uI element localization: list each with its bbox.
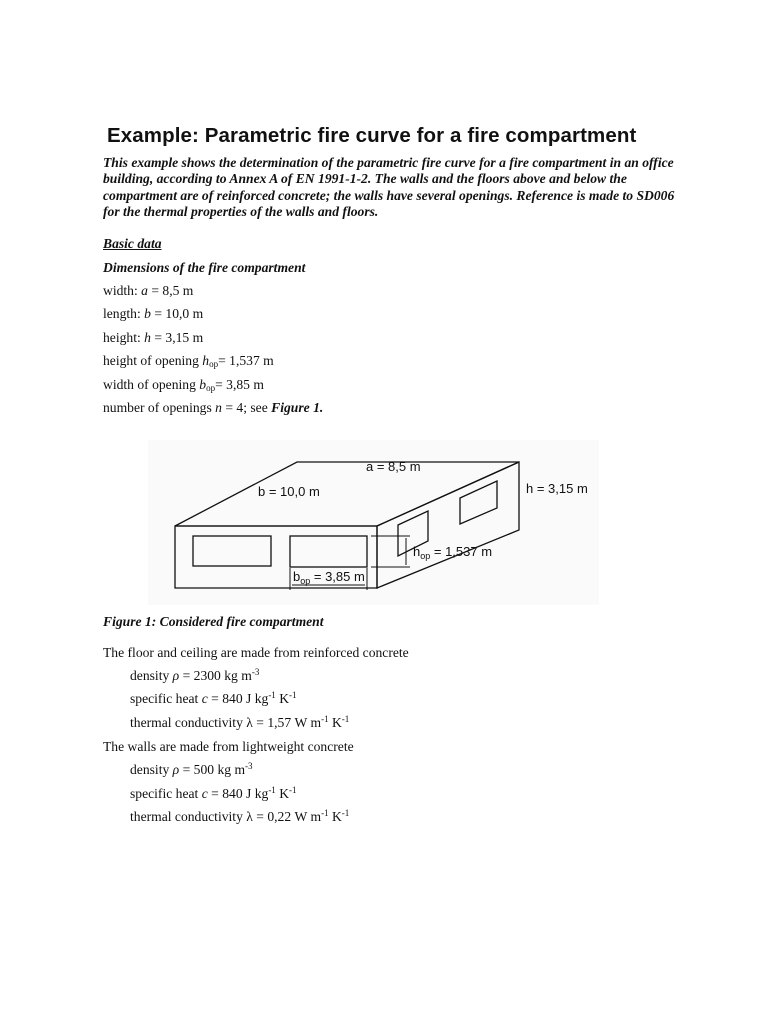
walls-heat-exponent-1: -1 — [268, 785, 276, 795]
floor-heat-value: = 840 J kg — [207, 691, 269, 706]
walls-heat-symbol: c — [201, 786, 208, 801]
opening-width-label: width of opening — [103, 377, 200, 392]
walls-conductivity-line — [130, 809, 349, 825]
length-symbol: b — [144, 306, 151, 321]
floor-density-exponent: -3 — [251, 667, 260, 677]
walls-density-label: density — [130, 762, 173, 777]
opening-width-value: = 3,85 m — [215, 377, 264, 392]
figure-label-a: a = 8,5 m — [366, 459, 421, 474]
floor-conductivity-exponent-2: -1 — [341, 714, 350, 724]
openings-label: number of openings — [103, 400, 216, 415]
openings-line — [103, 400, 323, 416]
compartment-drawing — [148, 440, 599, 605]
walls-conductivity-exponent-1: -1 — [321, 808, 329, 818]
openings-value: = 4; see — [221, 400, 272, 415]
basic-data-heading: Basic data — [103, 236, 162, 251]
opening-width-subscript: op — [206, 383, 216, 393]
opening-width-symbol: b — [199, 377, 207, 392]
height-symbol: h — [144, 330, 151, 345]
compartment-figure — [148, 440, 599, 605]
width-line — [103, 283, 193, 299]
floor-density-line — [130, 668, 259, 684]
hop-value: = 1,537 m — [430, 544, 493, 559]
floor-heat-symbol: c — [201, 691, 208, 706]
width-label: width: — [103, 283, 142, 298]
figure-label-bop — [293, 569, 365, 586]
floor-conductivity-label: thermal conductivity λ = 1,57 W m — [130, 715, 322, 730]
floor-conductivity-unit-2: K — [328, 715, 342, 730]
floor-heat-exponent-2: -1 — [289, 690, 297, 700]
figure-label-h: h = 3,15 m — [526, 481, 588, 496]
walls-conductivity-label: thermal conductivity λ = 0,22 W m — [130, 809, 322, 824]
height-label: height: — [103, 330, 145, 345]
opening-height-value: = 1,537 m — [218, 353, 274, 368]
walls-heat-label: specific heat — [130, 786, 202, 801]
openings-symbol: n — [215, 400, 222, 415]
figure-caption: Figure 1: Considered fire compartment — [103, 614, 324, 629]
length-line — [103, 306, 203, 322]
hop-subscript: op — [420, 551, 431, 561]
side-opening-back — [460, 481, 497, 524]
length-value: = 10,0 m — [150, 306, 204, 321]
front-opening-left — [193, 536, 271, 566]
opening-height-label: height of opening — [103, 353, 203, 368]
opening-height-symbol: h — [202, 353, 210, 368]
opening-height-line — [103, 353, 274, 369]
walls-density-line — [130, 762, 253, 778]
width-symbol: a — [141, 283, 148, 298]
floor-heat-exponent-1: -1 — [268, 690, 276, 700]
figure-reference: Figure 1. — [271, 400, 324, 415]
walls-heat-line — [130, 786, 297, 802]
document-title: Example: Parametric fire curve for a fire compartment — [107, 124, 637, 147]
floor-heat-line — [130, 691, 297, 707]
floor-density-label: density — [130, 668, 173, 683]
floor-density-value: = 2300 kg m — [179, 668, 252, 683]
intro-paragraph: This example shows the determination of the parametric fire curve for a fire compartment in an office building, according to Annex A of EN 1991-1-2. The walls and the floors above and below the compartment are of reinforced concrete; the walls have several openings. Reference is made to SD006 for the thermal properties of the walls and floors. — [103, 155, 675, 219]
floor-heat-label: specific heat — [130, 691, 202, 706]
floor-heat-unit-2: K — [275, 691, 290, 706]
walls-density-symbol: ρ — [172, 762, 180, 777]
opening-height-subscript: op — [209, 359, 219, 369]
bop-value: = 3,85 m — [310, 569, 365, 584]
height-line — [103, 330, 203, 346]
front-opening-right — [290, 536, 367, 567]
walls-heat-value: = 840 J kg — [207, 786, 269, 801]
walls-density-exponent: -3 — [245, 761, 253, 771]
dimensions-heading: Dimensions of the fire compartment — [103, 260, 306, 275]
floor-conductivity-line — [130, 715, 349, 731]
walls-heat-exponent-2: -1 — [289, 785, 297, 795]
walls-density-value: = 500 kg m — [179, 762, 246, 777]
length-label: length: — [103, 306, 145, 321]
walls-conductivity-exponent-2: -1 — [341, 808, 350, 818]
figure-label-hop — [413, 544, 492, 561]
height-value: = 3,15 m — [150, 330, 204, 345]
opening-width-line — [103, 377, 264, 393]
walls-intro: The walls are made from lightweight concrete — [103, 739, 354, 754]
floor-intro: The floor and ceiling are made from reinforced concrete — [103, 645, 409, 660]
figure-label-b: b = 10,0 m — [258, 484, 320, 499]
walls-conductivity-unit-2: K — [328, 809, 342, 824]
floor-conductivity-exponent-1: -1 — [321, 714, 329, 724]
width-value: = 8,5 m — [147, 283, 194, 298]
bop-subscript: op — [300, 576, 311, 586]
walls-heat-unit-2: K — [275, 786, 290, 801]
floor-density-symbol: ρ — [172, 668, 180, 683]
bop-symbol: b — [293, 569, 301, 584]
hop-symbol: h — [413, 544, 421, 559]
